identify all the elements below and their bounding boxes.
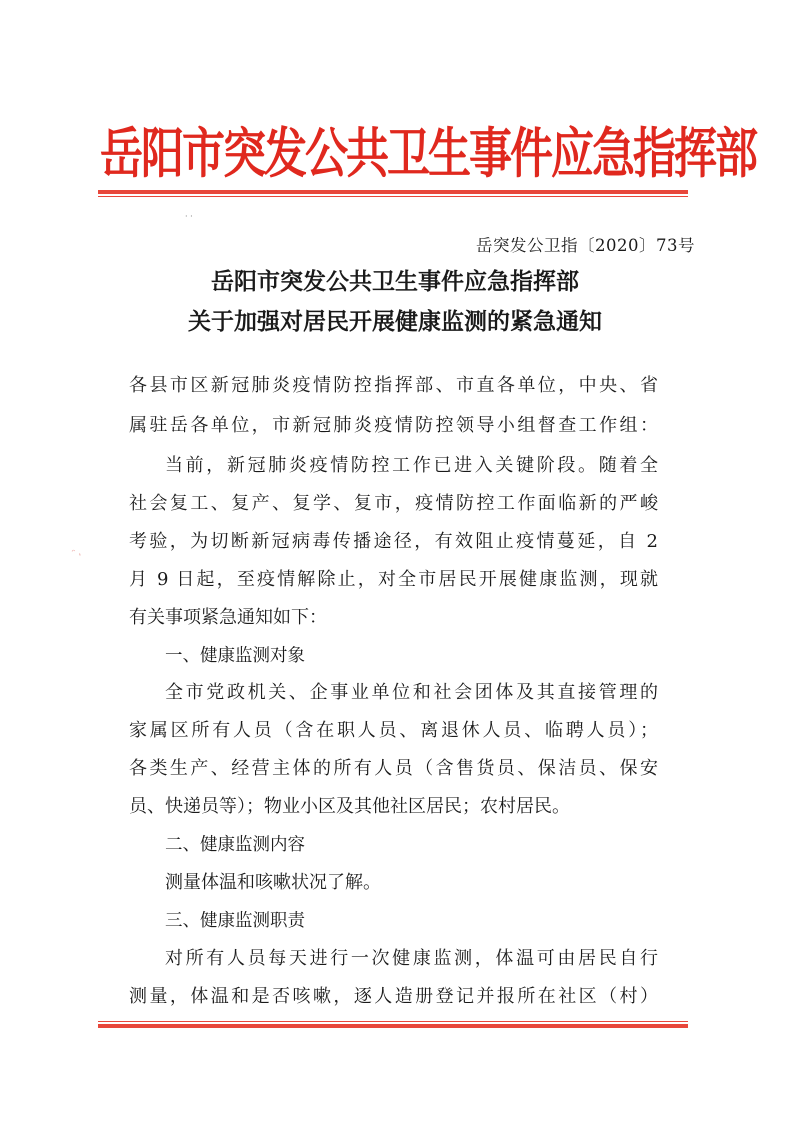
paragraph-line: 有关事项紧急通知如下： <box>129 607 327 628</box>
paragraph-line: 全市党政机关、企事业单位和社会团体及其直接管理的 <box>165 682 658 703</box>
paragraph-line: 家属区所有人员（含在职人员、离退休人员、临聘人员）； <box>129 720 658 741</box>
footer-red-rule-thick <box>98 1024 688 1028</box>
paragraph-line: 员、快递员等）；物业小区及其他社区居民；农村居民。 <box>129 796 570 817</box>
issuing-authority-header: 岳阳市突发公共卫生事件应急指挥部 <box>100 123 756 186</box>
footer-red-rule-thin <box>98 1021 688 1022</box>
document-number: 岳突发公卫指〔2020〕73号 <box>476 236 695 255</box>
paragraph-line: 各类生产、经营主体的所有人员（含售货员、保洁员、保安 <box>129 758 658 779</box>
faint-stamp-mark: ᵔ ˌ <box>71 547 82 559</box>
recipient-line-2: 属驻岳各单位，市新冠肺炎疫情防控领导小组督查工作组： <box>129 415 658 436</box>
section-heading-1: 一、健康监测对象 <box>165 646 305 666</box>
scan-artifact: · · <box>185 212 193 221</box>
header-red-rule-thin <box>98 196 688 197</box>
paragraph-line: 测量，体温和是否咳嗽，逐人造册登记并报所在社区（村） <box>129 986 658 1007</box>
paragraph-line: 月 9 日起，至疫情解除止，对全市居民开展健康监测，现就 <box>129 569 658 590</box>
paragraph-line: 考验，为切断新冠病毒传播途径，有效阻止疫情蔓延，自 2 <box>129 531 658 552</box>
header-red-rule-thick <box>98 190 688 194</box>
paragraph-line: 当前，新冠肺炎疫情防控工作已进入关键阶段。随着全 <box>165 455 658 476</box>
recipient-line-1: 各县市区新冠肺炎疫情防控指挥部、市直各单位，中央、省 <box>129 375 658 396</box>
paragraph-line: 社会复工、复产、复学、复市，疫情防控工作面临新的严峻 <box>129 493 658 514</box>
paragraph-line: 测量体温和咳嗽状况了解。 <box>165 872 381 893</box>
section-heading-2: 二、健康监测内容 <box>165 835 305 855</box>
notice-title-line-2: 关于加强对居民开展健康监测的紧急通知 <box>188 308 602 335</box>
notice-title-line-1: 岳阳市突发公共卫生事件应急指挥部 <box>211 268 579 295</box>
paragraph-line: 对所有人员每天进行一次健康监测，体温可由居民自行 <box>165 948 658 969</box>
section-heading-3: 三、健康监测职责 <box>165 911 305 931</box>
